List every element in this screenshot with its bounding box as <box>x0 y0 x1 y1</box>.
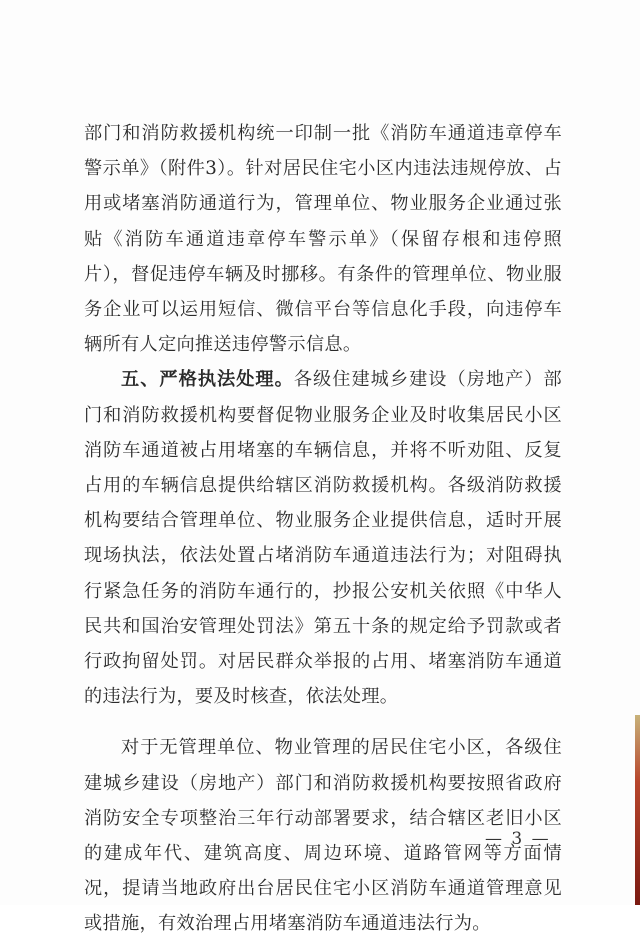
section-body: 各级住建城乡建设（房地产）部门和消防救援机构要督促物业服务企业及时收集居民小区消防车通道被占用堵塞的车辆信息，并将不听劝阻、反复占用的车辆信息提供给辖区消防救援机构。各级消防救援机构要结合管理单位、物业服务企业提供信息，适时开展现场执法，依法处置占堵消防车通道违法行为；对阻碍执行紧急任务的消防车通行的，抄报公安机关依照《中华人民共和国治安管理处罚法》第五十条的规定给予罚款或者行政拘留处罚。对居民群众举报的占用、堵塞消防车通道的违法行为，要及时核查，依法处理。 <box>84 369 562 708</box>
page-number: — 3 — <box>485 829 551 849</box>
paragraph-unmanaged-communities: 对于无管理单位、物业管理的居民住宅小区，各级住建城乡建设（房地产）部门和消防救援机构要按照省政府消防安全专项整治三年行动部署要求，结合辖区老旧小区的建成年代、建筑高度、周边环境、道路管网等方面情况，提请当地政府出台居民住宅小区消防车通道管理意见或措施，有效治理占用堵塞消防车通道违法行为。 <box>84 737 562 935</box>
section-heading: 五、严格执法处理。 <box>121 369 294 391</box>
paragraph-continuation: 部门和消防救援机构统一印制一批《消防车通道违章停车警示单》（附件3）。针对居民住宅小区内违法违规停放、占用或堵塞消防通道行为，管理单位、物业服务企业通过张贴《消防车通道违章停车警示单》（保留存根和违停照片），督促违停车辆及时挪移。有条件的管理单位、物业服务企业可以运用短信、微信平台等信息化手段，向违停车辆所有人定向推送违停警示信息。 <box>84 123 562 356</box>
paragraph-gap <box>84 714 562 730</box>
binding-edge-mark <box>635 715 640 905</box>
paragraph-section-five <box>84 362 562 714</box>
document-body <box>84 116 562 942</box>
